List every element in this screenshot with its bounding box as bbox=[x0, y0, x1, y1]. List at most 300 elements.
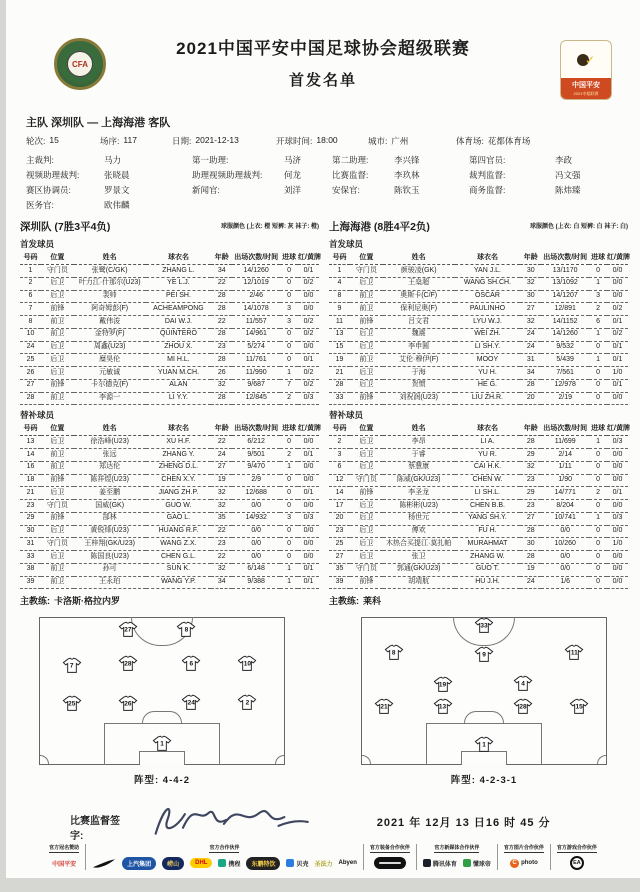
sponsor-logos-row bbox=[52, 856, 76, 870]
official-item: 商务监督: 陈炜臻 bbox=[469, 185, 581, 195]
column-header: 球衣名 bbox=[146, 251, 212, 265]
official-item: 第一助理: 马济 bbox=[192, 155, 302, 165]
player-row bbox=[329, 551, 628, 564]
player-cell: 0/2 bbox=[298, 328, 319, 341]
lineup-sheet bbox=[6, 0, 640, 878]
official-item: 主裁判: 马力 bbox=[26, 155, 122, 165]
player-cell: 0 bbox=[589, 461, 607, 474]
player-cell: 35 bbox=[211, 512, 232, 525]
player-cell: 9/388 bbox=[232, 576, 280, 589]
player-cell: 28 bbox=[211, 354, 232, 367]
player-cell: 0/0 bbox=[298, 290, 319, 303]
player-cell: 金特罗(F) bbox=[74, 328, 146, 341]
away-coach: 主教练: 莱科 bbox=[329, 596, 382, 607]
player-shirt-marker: 7 bbox=[62, 658, 81, 675]
player-cell: 0/0 bbox=[298, 341, 319, 354]
player-cell: 0/0 bbox=[232, 538, 280, 551]
player-cell: 黄锐烽(U23) bbox=[74, 525, 146, 538]
sponsor-logo-saic: 上汽集团 bbox=[122, 857, 156, 870]
player-cell: 0/0 bbox=[541, 525, 589, 538]
player-cell: MOOY bbox=[455, 354, 521, 367]
player-cell: 后卫 bbox=[350, 449, 383, 462]
home-team-name: 深圳队 (7胜3平4负) bbox=[20, 221, 111, 233]
away-formation-label: 阵型: 4-2-3-1 bbox=[450, 775, 518, 787]
column-header: 红/黄牌 bbox=[607, 251, 628, 265]
sponsor-group bbox=[85, 844, 363, 870]
player-cell: 6 bbox=[20, 290, 41, 303]
player-cell: 24 bbox=[211, 449, 232, 462]
player-table bbox=[20, 422, 319, 589]
player-cell: 28 bbox=[211, 392, 232, 405]
player-cell: 国威(GK) bbox=[74, 500, 146, 513]
match-info-item: 开球时间: 18:00 bbox=[276, 135, 338, 146]
match-datetime: 2021 年 12月 13 日16 时 45 分 bbox=[376, 817, 551, 830]
player-cell: CHEN X.Y. bbox=[146, 474, 212, 487]
player-cell: JIANG ZH.P. bbox=[146, 487, 212, 500]
player-cell: 0/0 bbox=[607, 551, 628, 564]
player-cell: 0/2 bbox=[607, 328, 628, 341]
player-cell: 守门员 bbox=[41, 265, 74, 278]
player-cell: 0 bbox=[280, 525, 298, 538]
player-cell: 后卫 bbox=[350, 379, 383, 392]
player-cell: LIU ZH.R. bbox=[455, 392, 521, 405]
player-cell: 0/0 bbox=[607, 290, 628, 303]
column-header: 姓名 bbox=[74, 422, 146, 436]
player-cell: 0/3 bbox=[607, 512, 628, 525]
player-cell: 0/2 bbox=[298, 316, 319, 329]
sponsor-logo-ctrip: 携程 bbox=[218, 859, 240, 868]
player-cell: 7 bbox=[20, 303, 41, 316]
player-row bbox=[20, 316, 319, 329]
header bbox=[6, 28, 640, 108]
corner-arc bbox=[275, 755, 284, 764]
player-cell: GAO L. bbox=[146, 512, 212, 525]
player-cell: 前卫 bbox=[41, 316, 74, 329]
away-team-header bbox=[329, 219, 628, 234]
away-team-name: 上海海港 (8胜4平2负) bbox=[329, 221, 430, 233]
player-cell: 29 bbox=[520, 487, 541, 500]
player-cell: 28 bbox=[211, 303, 232, 316]
player-cell: 34 bbox=[211, 576, 232, 589]
player-cell: 2/9 bbox=[232, 474, 280, 487]
official-item: 第二助理: 李兴锋 bbox=[332, 155, 420, 165]
player-cell: 20 bbox=[329, 512, 350, 525]
player-cell: 前锋 bbox=[41, 303, 74, 316]
player-cell: 39 bbox=[329, 576, 350, 589]
player-row bbox=[329, 449, 628, 462]
officials-row bbox=[26, 199, 628, 211]
player-cell: 32 bbox=[211, 500, 232, 513]
player-cell: 12/978 bbox=[541, 379, 589, 392]
player-row bbox=[329, 277, 628, 290]
match-info-row bbox=[6, 135, 640, 147]
player-cell: 0 bbox=[589, 265, 607, 278]
player-cell: 38 bbox=[20, 563, 41, 576]
sponsor-group-label: 官方图片合作伙伴 bbox=[503, 845, 544, 851]
player-cell: 0 bbox=[280, 538, 298, 551]
player-cell: 0/0 bbox=[607, 563, 628, 576]
player-cell: HE G. bbox=[455, 379, 521, 392]
player-cell: 0/0 bbox=[607, 392, 628, 405]
official-item: 安保官: 陈钦玉 bbox=[332, 185, 420, 195]
sponsor-group-label: 官方冠名赞助 bbox=[49, 845, 80, 851]
official-item: 医务官: 欧伟麟 bbox=[26, 200, 130, 210]
column-header: 位置 bbox=[350, 251, 383, 265]
player-cell: 12/845 bbox=[232, 392, 280, 405]
column-header: 号码 bbox=[20, 422, 41, 436]
player-cell: 21 bbox=[329, 367, 350, 380]
player-cell: 0/1 bbox=[298, 354, 319, 367]
player-row bbox=[329, 303, 628, 316]
player-cell: 前锋 bbox=[41, 474, 74, 487]
player-cell: 25 bbox=[20, 354, 41, 367]
player-cell: 5/439 bbox=[541, 354, 589, 367]
player-cell: YUAN M.CH. bbox=[146, 367, 212, 380]
player-cell: 11/990 bbox=[232, 367, 280, 380]
away-team-column bbox=[329, 219, 628, 607]
player-shirt-marker: 19 bbox=[433, 677, 452, 694]
sponsor-logo-nike bbox=[92, 859, 116, 868]
player-cell: 22 bbox=[211, 551, 232, 564]
player-cell: 14/932 bbox=[232, 512, 280, 525]
home-team-header bbox=[20, 219, 319, 234]
player-cell: 11/557 bbox=[232, 316, 280, 329]
player-cell: 1 bbox=[589, 354, 607, 367]
player-cell: 0/1 bbox=[298, 576, 319, 589]
player-cell: 23 bbox=[20, 500, 41, 513]
player-cell: 前锋 bbox=[41, 512, 74, 525]
sponsor-logos-row bbox=[510, 856, 538, 870]
player-cell: 6/148 bbox=[232, 563, 280, 576]
player-cell: 30 bbox=[520, 265, 541, 278]
player-cell: 16 bbox=[20, 461, 41, 474]
player-cell: 0/1 bbox=[298, 563, 319, 576]
column-header: 号码 bbox=[329, 422, 350, 436]
player-cell: 2 bbox=[329, 436, 350, 449]
officials-row bbox=[26, 184, 628, 196]
officials-row bbox=[26, 169, 628, 181]
column-header: 位置 bbox=[41, 422, 74, 436]
supervisor-signature-block bbox=[70, 796, 317, 846]
player-shirt-marker: 25 bbox=[62, 696, 81, 713]
player-shirt-marker: 8 bbox=[177, 621, 196, 638]
sponsor-logos-row bbox=[570, 856, 584, 870]
player-row bbox=[20, 461, 319, 474]
player-cell: 3 bbox=[329, 449, 350, 462]
column-header: 球衣名 bbox=[455, 251, 521, 265]
player-cell: 0/0 bbox=[298, 538, 319, 551]
player-cell: 28 bbox=[520, 379, 541, 392]
player-cell: 12/688 bbox=[232, 487, 280, 500]
player-cell: 2 bbox=[20, 277, 41, 290]
player-cell: 后卫 bbox=[41, 367, 74, 380]
player-table bbox=[20, 251, 319, 405]
player-cell: 1 bbox=[589, 328, 607, 341]
player-cell: ZHANG W. bbox=[455, 551, 521, 564]
player-cell: 0 bbox=[589, 551, 607, 564]
player-cell: 郜林 bbox=[74, 512, 146, 525]
player-cell: 0/0 bbox=[607, 265, 628, 278]
player-cell: 0 bbox=[280, 551, 298, 564]
player-cell: 0/0 bbox=[541, 563, 589, 576]
player-cell: 0 bbox=[589, 379, 607, 392]
player-cell: 于海 bbox=[383, 367, 455, 380]
player-cell: 陈祥煜(U23) bbox=[74, 474, 146, 487]
player-row bbox=[20, 576, 319, 589]
player-cell: 王燊超 bbox=[383, 277, 455, 290]
player-cell: 0/0 bbox=[607, 449, 628, 462]
player-cell: 0 bbox=[280, 341, 298, 354]
player-cell: 32 bbox=[211, 487, 232, 500]
pingan-sponsor-badge bbox=[560, 40, 612, 100]
player-cell: 张鹭(C/GK) bbox=[74, 265, 146, 278]
player-cell: 22 bbox=[211, 525, 232, 538]
player-row bbox=[20, 487, 319, 500]
player-cell: 郭通(GK/U23) bbox=[383, 563, 455, 576]
player-cell: 32 bbox=[211, 379, 232, 392]
player-cell: 李昂 bbox=[383, 436, 455, 449]
player-cell: 卡尔德克(F) bbox=[74, 379, 146, 392]
player-cell: 前锋 bbox=[41, 379, 74, 392]
player-cell: 11/761 bbox=[232, 354, 280, 367]
player-row bbox=[329, 474, 628, 487]
player-cell: 7/561 bbox=[541, 367, 589, 380]
player-cell: 14/1207 bbox=[541, 290, 589, 303]
player-row bbox=[20, 551, 319, 564]
player-cell: 后卫 bbox=[41, 487, 74, 500]
player-row bbox=[329, 316, 628, 329]
player-cell: 27 bbox=[211, 461, 232, 474]
player-cell: 0/0 bbox=[607, 576, 628, 589]
player-row bbox=[329, 379, 628, 392]
player-row bbox=[20, 449, 319, 462]
home-subs-table bbox=[20, 422, 319, 589]
official-item: 裁判监督: 冯文强 bbox=[469, 170, 581, 180]
player-cell: 9/501 bbox=[232, 449, 280, 462]
player-cell: 0/1 bbox=[607, 487, 628, 500]
player-shirt-marker: 11 bbox=[565, 645, 584, 662]
player-cell: 0 bbox=[280, 290, 298, 303]
sponsor-footer bbox=[6, 844, 640, 870]
player-cell: 24 bbox=[520, 341, 541, 354]
player-cell: CHEN G.L. bbox=[146, 551, 212, 564]
player-shirt-marker: 24 bbox=[182, 694, 201, 711]
player-cell: 王梓翔(GK/U23) bbox=[74, 538, 146, 551]
player-cell: 8 bbox=[329, 290, 350, 303]
player-cell: 23 bbox=[520, 474, 541, 487]
player-row bbox=[20, 277, 319, 290]
player-cell: 14/1078 bbox=[232, 303, 280, 316]
matchup-title: 主队 深圳队 — 上海海港 客队 bbox=[26, 117, 171, 129]
player-cell: 11/699 bbox=[541, 436, 589, 449]
column-header: 年龄 bbox=[520, 251, 541, 265]
player-cell: 3 bbox=[280, 316, 298, 329]
player-cell: 13/1092 bbox=[541, 277, 589, 290]
player-row bbox=[20, 290, 319, 303]
player-cell: 0/0 bbox=[298, 303, 319, 316]
player-cell: 后卫 bbox=[41, 525, 74, 538]
pingan-badge-icon bbox=[561, 41, 611, 78]
player-cell: 1 bbox=[280, 576, 298, 589]
player-cell: 0/3 bbox=[298, 512, 319, 525]
player-row bbox=[329, 563, 628, 576]
player-cell: 于睿 bbox=[383, 449, 455, 462]
player-cell: 28 bbox=[520, 551, 541, 564]
player-row bbox=[329, 341, 628, 354]
sponsor-group bbox=[416, 844, 497, 870]
player-cell: 39 bbox=[20, 576, 41, 589]
column-header: 年龄 bbox=[211, 251, 232, 265]
player-cell: 10/741 bbox=[541, 512, 589, 525]
player-cell: 后卫 bbox=[350, 277, 383, 290]
player-cell: 34 bbox=[520, 367, 541, 380]
column-header: 位置 bbox=[41, 251, 74, 265]
goal-box bbox=[139, 751, 185, 765]
player-cell: 12 bbox=[329, 474, 350, 487]
sponsor-logo-ea: EA bbox=[570, 856, 584, 870]
player-cell: 15 bbox=[329, 341, 350, 354]
official-item: 助理视频助理裁判: 何龙 bbox=[192, 170, 302, 180]
player-cell: 7 bbox=[280, 379, 298, 392]
sponsor-logo-dongqiudi: 懂球帝 bbox=[463, 859, 491, 868]
player-cell: 32 bbox=[520, 461, 541, 474]
player-cell: 1/11 bbox=[541, 461, 589, 474]
player-cell: 后卫 bbox=[350, 367, 383, 380]
player-cell: 0/0 bbox=[298, 500, 319, 513]
player-cell: ZHENG D.L. bbox=[146, 461, 212, 474]
player-cell: 糜昊伦 bbox=[74, 354, 146, 367]
player-cell: 木热合买提江·莫扎帕 bbox=[383, 538, 455, 551]
player-cell: 0/1 bbox=[298, 449, 319, 462]
player-cell: 23 bbox=[211, 538, 232, 551]
sponsor-logo-tengxun-tiyu: 腾讯体育 bbox=[423, 859, 457, 868]
column-header: 姓名 bbox=[74, 251, 146, 265]
sponsor-group bbox=[497, 844, 550, 870]
player-cell: 前卫 bbox=[41, 449, 74, 462]
player-cell: 0/1 bbox=[607, 354, 628, 367]
player-cell: 蔡慧康 bbox=[383, 461, 455, 474]
player-shirt-marker: 28 bbox=[514, 699, 533, 716]
player-cell: 14/1260 bbox=[232, 265, 280, 278]
player-cell: CHEN W. bbox=[455, 474, 521, 487]
player-cell: ALAN bbox=[146, 379, 212, 392]
player-cell: LI SH.L. bbox=[455, 487, 521, 500]
player-cell: 李圣龙 bbox=[383, 487, 455, 500]
home-starters-label: 首发球员 bbox=[20, 239, 55, 249]
player-cell: 0/0 bbox=[232, 551, 280, 564]
player-cell: LI Y.Y. bbox=[146, 392, 212, 405]
player-cell: 14/961 bbox=[232, 328, 280, 341]
player-cell: 前卫 bbox=[41, 461, 74, 474]
player-cell: 傅欢 bbox=[383, 525, 455, 538]
player-cell: LI A. bbox=[455, 436, 521, 449]
away-subs-table bbox=[329, 422, 628, 589]
player-cell: WANG Z.X. bbox=[146, 538, 212, 551]
player-cell: 0/0 bbox=[298, 461, 319, 474]
player-cell: 9 bbox=[329, 303, 350, 316]
player-cell: QUINTERO bbox=[146, 328, 212, 341]
player-shirt-marker: 6 bbox=[182, 655, 201, 672]
player-row bbox=[329, 436, 628, 449]
column-header: 出场次数/时间 bbox=[541, 422, 589, 436]
home-formation-label: 阵型: 4-4-2 bbox=[134, 775, 190, 787]
player-cell: 0 bbox=[589, 563, 607, 576]
player-cell: 27 bbox=[520, 303, 541, 316]
column-header: 进球 bbox=[589, 422, 607, 436]
check-icon: ✓ bbox=[584, 52, 596, 67]
home-starters-table bbox=[20, 251, 319, 405]
player-cell: 1 bbox=[589, 277, 607, 290]
player-cell: 9/687 bbox=[232, 379, 280, 392]
player-cell: 18 bbox=[20, 474, 41, 487]
player-cell: CHEN B.B. bbox=[455, 500, 521, 513]
player-cell: 10/260 bbox=[541, 538, 589, 551]
formations-section bbox=[6, 617, 640, 786]
penalty-arc bbox=[464, 711, 504, 723]
player-cell: 奥斯卡(C/F) bbox=[383, 290, 455, 303]
player-cell: 14 bbox=[20, 449, 41, 462]
player-cell: 徐浩峰(U23) bbox=[74, 436, 146, 449]
player-cell: 1 bbox=[280, 367, 298, 380]
home-pitch-diagram bbox=[39, 617, 285, 765]
sponsor-group bbox=[550, 844, 603, 870]
player-cell: 0 bbox=[589, 538, 607, 551]
player-row bbox=[329, 525, 628, 538]
column-header: 红/黄牌 bbox=[607, 422, 628, 436]
player-cell: YU R. bbox=[455, 449, 521, 462]
sponsor-group bbox=[363, 844, 416, 870]
player-cell: 10 bbox=[20, 328, 41, 341]
sponsor-logo-abyen: Abyen bbox=[338, 860, 357, 866]
player-cell: 1/0 bbox=[607, 538, 628, 551]
column-header: 年龄 bbox=[211, 422, 232, 436]
player-cell: FU H. bbox=[455, 525, 521, 538]
player-shirt-marker: 2 bbox=[238, 694, 257, 711]
player-cell: 31 bbox=[520, 354, 541, 367]
player-cell: 31 bbox=[20, 538, 41, 551]
player-cell: 1/0 bbox=[607, 367, 628, 380]
player-cell: 0/1 bbox=[607, 341, 628, 354]
player-row bbox=[20, 328, 319, 341]
player-cell: 32 bbox=[520, 277, 541, 290]
player-cell: 14/1152 bbox=[541, 316, 589, 329]
player-cell: 1/6 bbox=[541, 576, 589, 589]
sponsor-logos-row bbox=[374, 856, 406, 870]
player-cell: 2/14 bbox=[541, 449, 589, 462]
player-cell: 陈彬彬(U23) bbox=[383, 500, 455, 513]
player-cell: 后卫 bbox=[350, 328, 383, 341]
player-cell: 前卫 bbox=[41, 576, 74, 589]
away-kit-colors: 球服颜色 (上衣: 白 短裤: 白 袜子: 白) bbox=[530, 224, 628, 230]
player-cell: 1/90 bbox=[541, 474, 589, 487]
pingan-badge-text: 中国平安 bbox=[561, 78, 611, 91]
cfa-logo-icon bbox=[54, 38, 106, 90]
player-row bbox=[20, 265, 319, 278]
player-cell: 前卫 bbox=[350, 354, 383, 367]
player-cell: MI H.L. bbox=[146, 354, 212, 367]
player-cell: 前锋 bbox=[350, 487, 383, 500]
handwritten-signature bbox=[142, 794, 317, 846]
player-cell: YE L.J. bbox=[146, 277, 212, 290]
sponsor-logo-beike: 贝壳 bbox=[286, 859, 308, 868]
corner-arc bbox=[362, 755, 371, 764]
player-cell: 12/891 bbox=[541, 303, 589, 316]
player-cell: 0 bbox=[280, 500, 298, 513]
player-cell: 0/0 bbox=[232, 500, 280, 513]
column-header: 号码 bbox=[329, 251, 350, 265]
player-cell: CAI H.K. bbox=[455, 461, 521, 474]
player-cell: 0 bbox=[589, 449, 607, 462]
